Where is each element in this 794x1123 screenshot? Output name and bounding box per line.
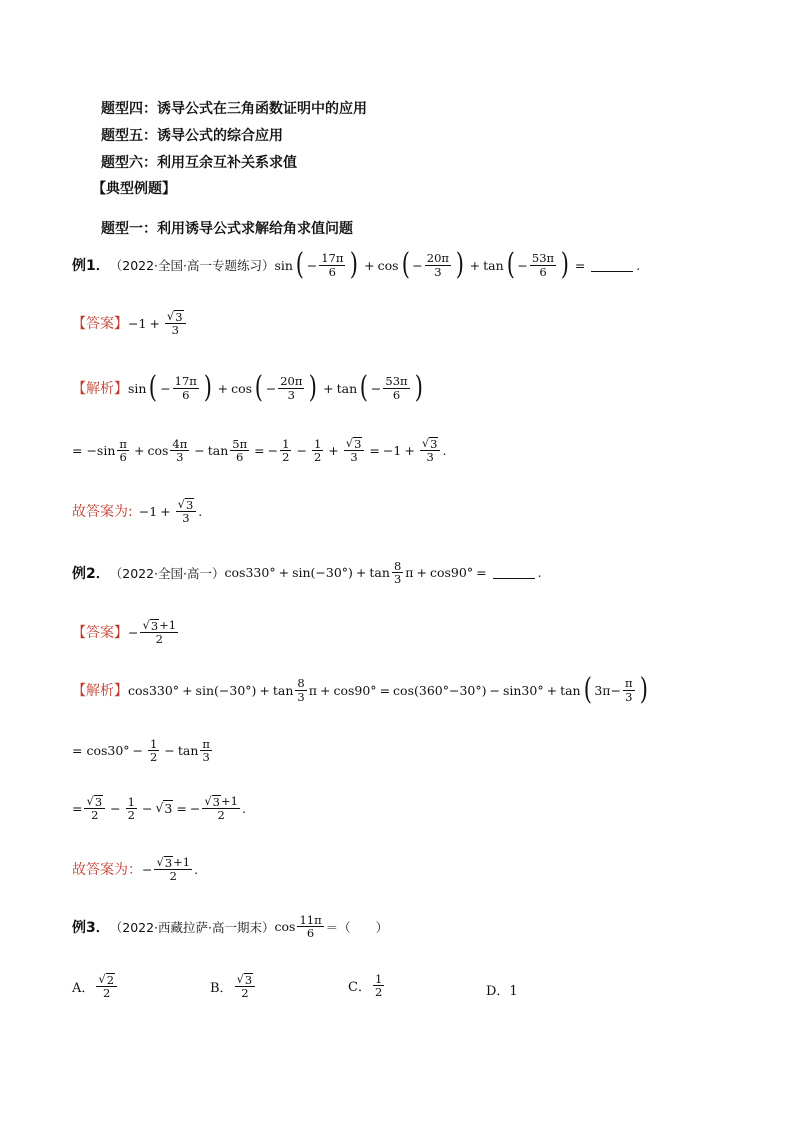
example-1-label: 例1． [72, 258, 110, 274]
example-3-expression: cos $\frac{11\pi}{6}$ [274, 913, 322, 941]
example-3-source: （2022·西藏拉萨·高一期末） [109, 919, 275, 935]
heading-typical-examples: 【典型例题】 [92, 181, 176, 197]
derivation-expression: = −sin $\frac{\pi}{6}$ + cos $\frac{4\pi}{3}$ − tan $\frac{5\pi}{6}$ = − $\frac{1}{2}$ − $\frac{1}{2}$ + √ 3 3 = −1 + √ 3 3 . [72, 436, 447, 465]
example-2-derivation-1 [72, 738, 214, 763]
example-1-conclusion [72, 498, 202, 524]
option-c[interactable] [348, 973, 386, 998]
heading-type-five: 题型五：诱导公式的综合应用 [101, 128, 283, 144]
answer-tag: 【答案】 [72, 316, 128, 333]
option-b-value: √ 3 2 [235, 973, 256, 999]
example-1-answer [72, 310, 188, 336]
option-b[interactable] [210, 973, 257, 999]
answer-tag: 【答案】 [72, 625, 128, 642]
answer-blank [493, 566, 535, 579]
example-1-source: （2022·全国·高一专题练习） [109, 258, 275, 273]
example-2-question [72, 560, 542, 585]
analysis-expression: cos330° + sin(−30°) + tan $\frac{8}{3}$ π + cos90° = cos(360°−30°) − sin30° + tan ( 3π− $\frac{\pi}{3}$ ) [128, 672, 648, 707]
example-1-expression: sin ( − $\frac{17\pi}{6}$ ) + cos ( − $\frac{20\pi}{3}$ ) + tan ( − $\frac{53\pi}{6}$ ) = . [274, 247, 641, 282]
example-2-expression: cos330° + sin(−30°) + tan $\frac{8}{3}$ π + cos90° = . [224, 559, 542, 587]
analysis-tag: 【解析】 [72, 381, 128, 397]
option-a-value: √ 2 2 [96, 973, 117, 999]
conclusion-expression: −1 + √ 3 3 . [138, 497, 203, 526]
answer-expression: − √ 3 +1 2 [128, 618, 177, 647]
heading-type-four: 题型四：诱导公式在三角函数证明中的应用 [101, 101, 367, 117]
example-2-derivation-2 [72, 795, 246, 821]
option-c-label: C． [348, 980, 371, 996]
example-2-analysis [72, 672, 650, 707]
analysis-tag: 【解析】 [72, 683, 128, 699]
option-b-label: B． [210, 980, 233, 996]
conclusion-text: 故答案为： [72, 862, 142, 879]
option-d-label: D．1 [486, 984, 518, 999]
option-d[interactable] [486, 980, 518, 999]
example-2-label: 例2． [72, 565, 110, 582]
derivation-expression: = √ 3 2 − $\frac{1}{2}$ − √ 3 = − √ 3 +1 2 . [72, 794, 246, 823]
heading-type-one: 题型一：利用诱导公式求解给角求值问题 [101, 221, 353, 237]
derivation-expression: = cos30° − $\frac{1}{2}$ − tan $\frac{\pi}{3}$ [72, 737, 210, 765]
example-2-source: （2022·全国·高一） [109, 565, 225, 581]
answer-expression: −1 + √ 3 3 [128, 310, 188, 336]
option-a[interactable] [72, 973, 119, 999]
example-2-conclusion [72, 856, 198, 882]
example-1-question [72, 247, 641, 282]
example-3-tail: ＝（ ） [325, 919, 389, 935]
example-2-answer [72, 619, 180, 645]
conclusion-expression: − √ 3 +1 2 . [142, 855, 199, 884]
example-1-analysis [72, 370, 425, 405]
answer-blank [591, 259, 633, 272]
example-1-derivation [72, 437, 446, 463]
option-a-label: A． [72, 980, 95, 996]
analysis-expression: sin ( − $\frac{17\pi}{6}$ ) + cos ( − $\frac{20\pi}{3}$ ) + tan ( − $\frac{53\pi}{6}$ ) [128, 370, 423, 405]
conclusion-text: 故答案为: [72, 504, 133, 521]
example-3-question [72, 914, 388, 939]
example-3-label: 例3． [72, 919, 110, 936]
heading-type-six: 题型六：利用互余互补关系求值 [101, 155, 297, 171]
option-c-value: $\frac{1}{2}$ [374, 972, 383, 1000]
